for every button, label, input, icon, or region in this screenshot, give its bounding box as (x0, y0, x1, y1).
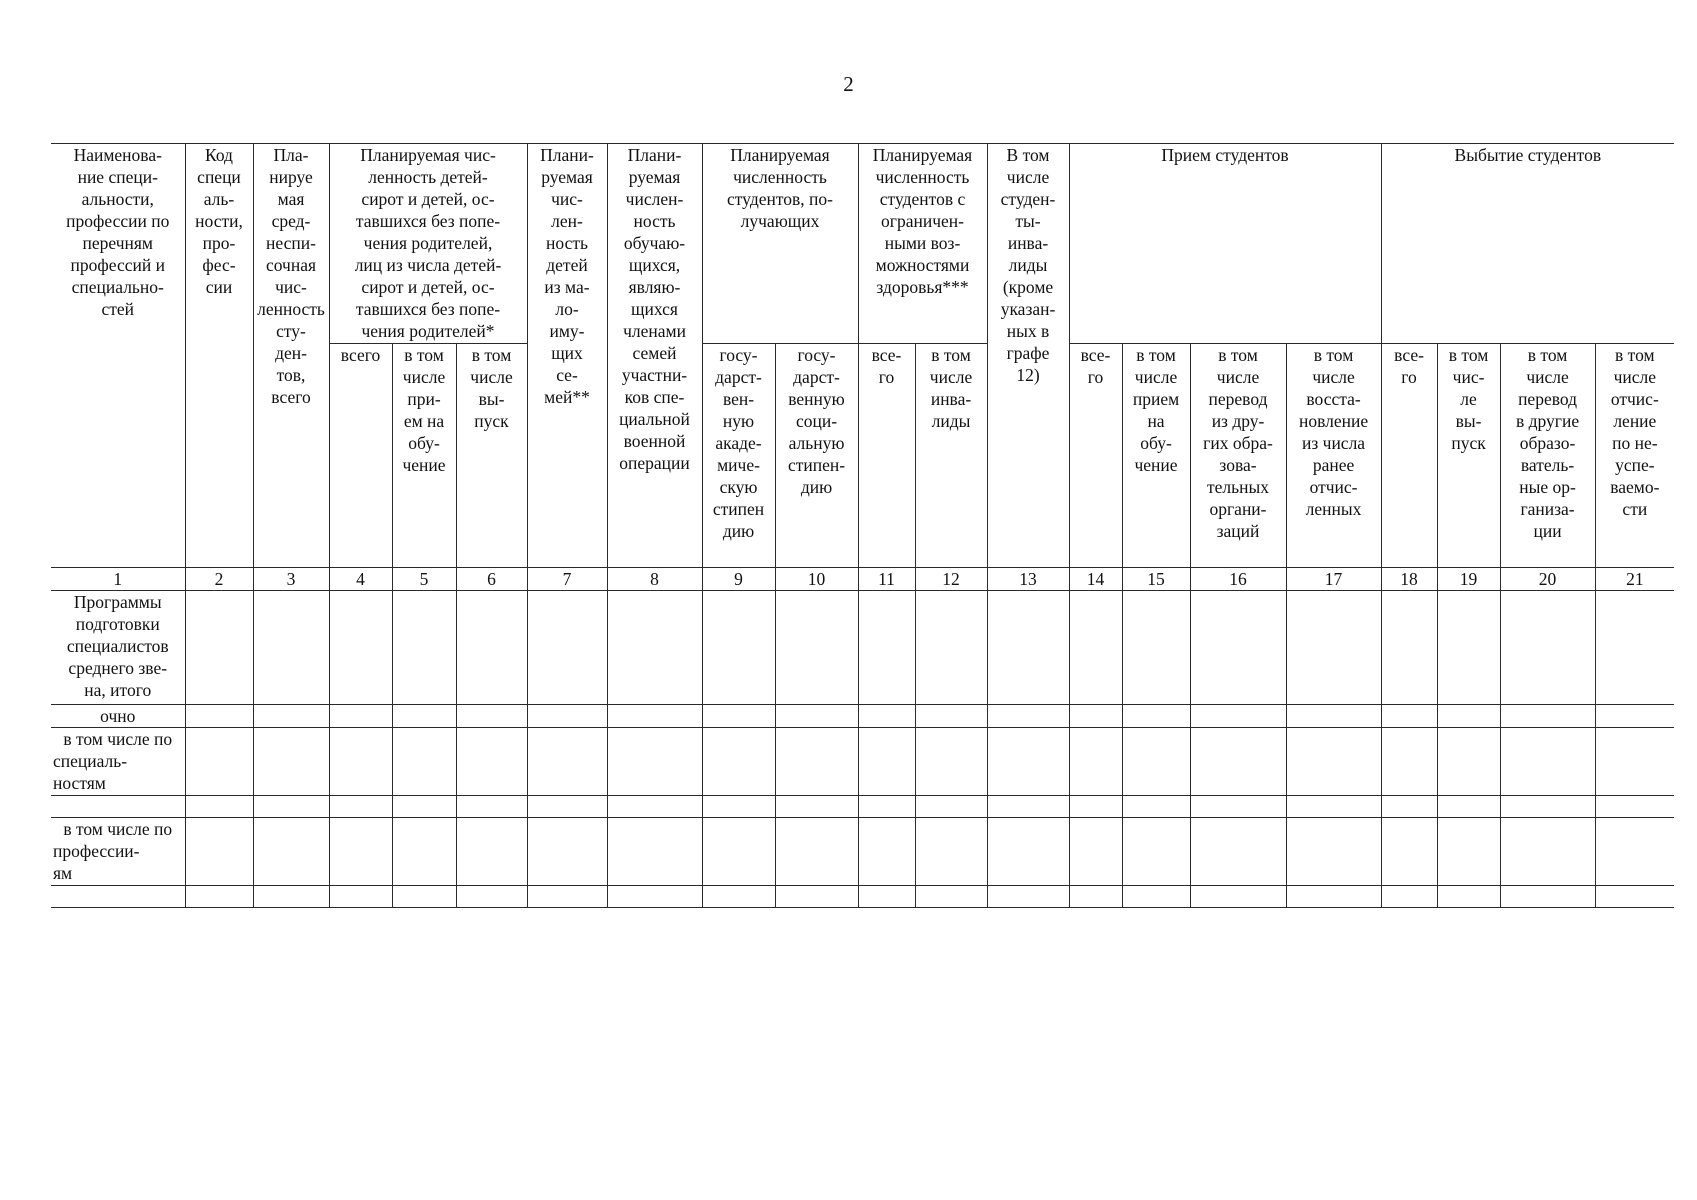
row-label-programs-total: Программы подготовки специалистов среднего зве- на, итого (51, 591, 185, 705)
header-low-income: Плани- руемая чис- лен- ность детей из ма- ло- иму- щих се- мей** (527, 144, 607, 568)
header-disab-total: все- го (858, 344, 915, 568)
header-orphans-graduation: в том числе вы- пуск (456, 344, 527, 568)
header-disabled-students: В том числе студен- ты- инва- лиды (кроме указан- ных в графе 12) (987, 144, 1069, 568)
table-row (51, 886, 1674, 908)
header-specialty-name: Наименова- ние специ- альности, профессии по перечням профессий и специально- стей (51, 144, 185, 568)
column-number: 9 (702, 568, 775, 591)
column-number: 14 (1069, 568, 1122, 591)
column-number: 7 (527, 568, 607, 591)
header-orphans-admission: в том числе при- ем на обу- чение (392, 344, 456, 568)
page-number: 2 (843, 72, 854, 96)
column-number: 2 (185, 568, 253, 591)
header-group-departure: Выбытие студентов (1381, 144, 1674, 344)
header-admission-enrolment: в том числе прием на обу- чение (1122, 344, 1190, 568)
header-orphans-total: всего (329, 344, 392, 568)
column-number: 3 (253, 568, 329, 591)
header-code: Код специ аль- ности, про- фес- сии (185, 144, 253, 568)
column-number: 10 (775, 568, 858, 591)
column-number: 18 (1381, 568, 1437, 591)
column-number: 19 (1437, 568, 1500, 591)
header-disab-invalids: в том числе инва- лиды (915, 344, 987, 568)
header-avg-students: Пла- нируе мая сред- неспи- сочная чис- ленность сту- ден- тов, всего (253, 144, 329, 568)
header-admission-total: все- го (1069, 344, 1122, 568)
header-svo-families: Плани- руемая числен- ность обучаю- щихся, являю- щихся членами семей участни- ков спе- циальной военной операции (607, 144, 702, 568)
planning-form-table (51, 143, 1674, 908)
column-number-row (51, 568, 1674, 591)
header-group-stipend: Планируемая численность студентов, по- лучающих (702, 144, 858, 344)
column-number: 11 (858, 568, 915, 591)
column-number: 21 (1595, 568, 1674, 591)
column-number: 8 (607, 568, 702, 591)
header-admission-transfer-in: в том числе перевод из дру- гих обра- зова- тельных органи- заций (1190, 344, 1286, 568)
column-number: 20 (1500, 568, 1595, 591)
column-number: 17 (1286, 568, 1381, 591)
header-departure-graduation: в том чис- ле вы- пуск (1437, 344, 1500, 568)
row-label-by-specialty: в том числе по специаль- ностям (51, 728, 185, 796)
header-departure-total: все- го (1381, 344, 1437, 568)
header-group-disabilities: Планируемая численность студентов с ограничен- ными воз- можностями здоровья*** (858, 144, 987, 344)
header-social-stipend: госу- дарст- венную соци- альную стипен- дию (775, 344, 858, 568)
column-number: 5 (392, 568, 456, 591)
header-admission-reinstated: в том числе восста- новление из числа ранее отчис- ленных (1286, 344, 1381, 568)
column-number: 13 (987, 568, 1069, 591)
table-row (51, 728, 1674, 796)
row-label-full-time: очно (51, 705, 185, 728)
header-group-admission: Прием студентов (1069, 144, 1381, 344)
table-row (51, 818, 1674, 886)
column-number: 6 (456, 568, 527, 591)
column-number: 1 (51, 568, 185, 591)
header-departure-transfer-out: в том числе перевод в другие образо- ватель- ные ор- ганиза- ции (1500, 344, 1595, 568)
header-group-orphans: Планируемая чис- ленность детей- сирот и детей, ос- тавшихся без попе- чения родителей, лиц из числа детей- сирот и детей, ос- тавшихся без попе- чения родителей* (329, 144, 527, 344)
header-departure-expelled: в том числе отчис- ление по не- успе- ваемо- сти (1595, 344, 1674, 568)
column-number: 4 (329, 568, 392, 591)
column-number: 12 (915, 568, 987, 591)
table-row (51, 591, 1674, 705)
row-label-by-profession: в том числе по профессии- ям (51, 818, 185, 886)
table-row (51, 705, 1674, 728)
header-academic-stipend: госу- дарст- вен- ную акаде- миче- скую стипен дию (702, 344, 775, 568)
column-number: 15 (1122, 568, 1190, 591)
column-number: 16 (1190, 568, 1286, 591)
table-row (51, 796, 1674, 818)
